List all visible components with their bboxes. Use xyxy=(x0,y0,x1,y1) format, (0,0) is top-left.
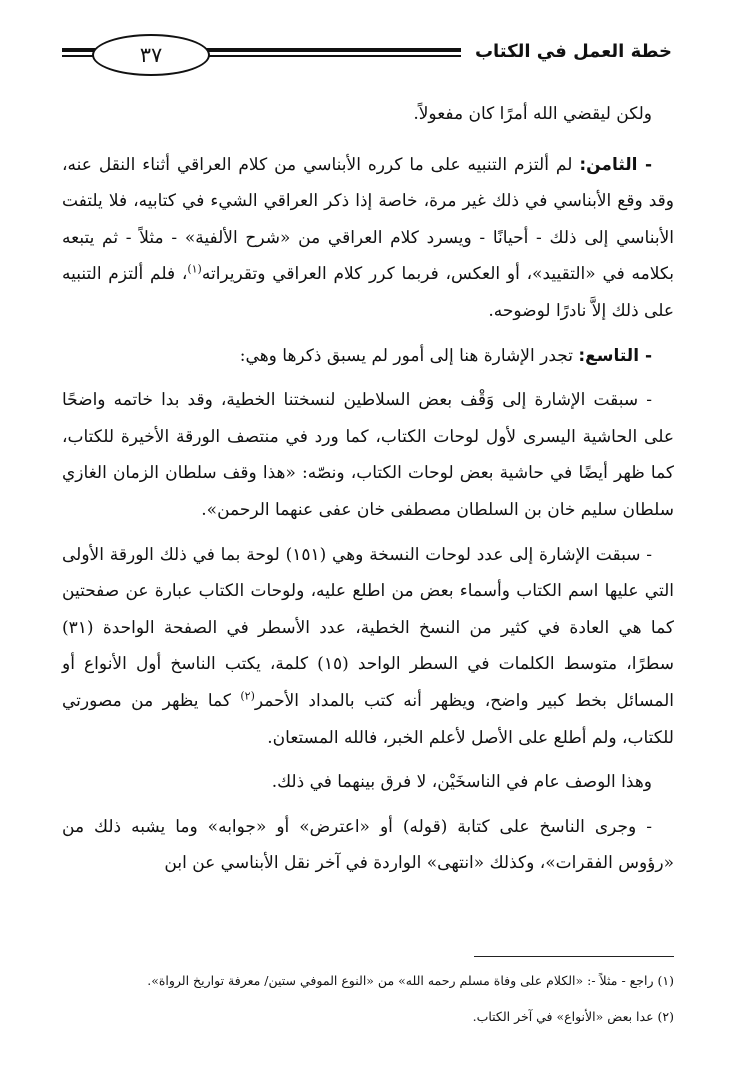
paragraph-1: ولكن ليقضي الله أمرًا كان مفعولاً. xyxy=(413,104,652,124)
page-number: ٣٧ xyxy=(92,34,210,76)
eighth-text: لم ألتزم التنبيه على ما كرره الأبناسي من كلام العراقي أثناء النقل عنه، وقد وقع الأبناسي في ذلك غير مرة، خاصة إذا ذكر العراقي الشيء في كتابيه، فلا يلتفت الأبناسي إلى ذلك - أحيانًا - ويسرد كلام العراقي من «شرح الألفية» - مثلاً - ثم يتبعه بكلامه في «التقييد»، أو العكس، فربما كرر كلام العراقي وتقريراته xyxy=(62,154,674,285)
paragraph-eighth xyxy=(62,147,674,330)
footnote-ref-1: (١) xyxy=(187,262,202,276)
footnote-separator xyxy=(474,956,674,957)
footnote-1: (١) راجع - مثلاً -: «الكلام على وفاة مسلم رحمه الله» من «النوع الموفي ستين/ معرفة تواريخ الرواة». xyxy=(147,973,674,988)
main-text xyxy=(62,96,674,890)
running-title: خطة العمل في الكتاب xyxy=(461,32,672,72)
eighth-label: - الثامن: xyxy=(579,154,652,175)
paragraph-headings: - وجرى الناسخ على كتابة (قوله) أو «اعترض» أو «جوابه» وما يشبه ذلك من «رؤوس الفقرات»، وكذلك «انتهى» الواردة في آخر نقل الأبناسي عن ابن xyxy=(62,816,674,874)
footnote-ref-2: (٢) xyxy=(240,689,255,703)
paragraph-ninth xyxy=(62,338,674,375)
eighth-tail: ، فلم ألتزم التنبيه على ذلك إلاَّ نادرًا لوضوحه. xyxy=(62,264,674,321)
ninth-label: - التاسع: xyxy=(578,345,652,366)
footnote-2: (٢) عدا بعض «الأنواع» في آخر الكتاب. xyxy=(472,1009,674,1024)
folios-tail: كما يظهر من مصورتي للكتاب، ولم أطلع على الأصل لأعلم الخبر، فالله المستعان. xyxy=(62,690,674,748)
paragraph-description: وهذا الوصف عام في الناسخَيْن، لا فرق بينهما في ذلك. xyxy=(271,772,652,793)
footnotes xyxy=(62,970,674,1042)
ninth-text: تجدر الإشارة هنا إلى أمور لم يسبق ذكرها وهي: xyxy=(239,345,579,366)
paragraph-waqf: - سبقت الإشارة إلى وَقْف بعض السلاطين لنسختنا الخطية، وقد بدا خاتمه واضحًا على الحاشية اليسرى لأول لوحات الكتاب، كما ورد في منتصف الورقة الأخيرة للكتاب، كما ظهر أيضًا في حاشية بعض لوحات الكتاب، ونصّه: «هذا وقف سلطان الزمان الغازي سلطان سليم خان بن السلطان مصطفى خان عفى عنهما الرحمن». xyxy=(62,390,674,520)
paragraph-folios xyxy=(62,537,674,757)
page-header xyxy=(62,32,672,86)
folios-text: - سبقت الإشارة إلى عدد لوحات النسخة وهي (١٥١) لوحة بما في ذلك الورقة الأولى التي عليها اسم الكتاب وأسماء بعض من اطلع عليه، ولوحات الكتاب عبارة عن صفحتين كما هي العادة في كثير من النسخ الخطية، عدد الأسطر في الصفحة الواحدة (٣١) سطرًا، متوسط الكلمات في السطر الواحد (١٥) كلمة، يكتب الناسخ أول الأنواع أو المسائل بخط كبير واضح، ويظهر أنه كتب بالمداد الأحمر xyxy=(62,544,674,711)
